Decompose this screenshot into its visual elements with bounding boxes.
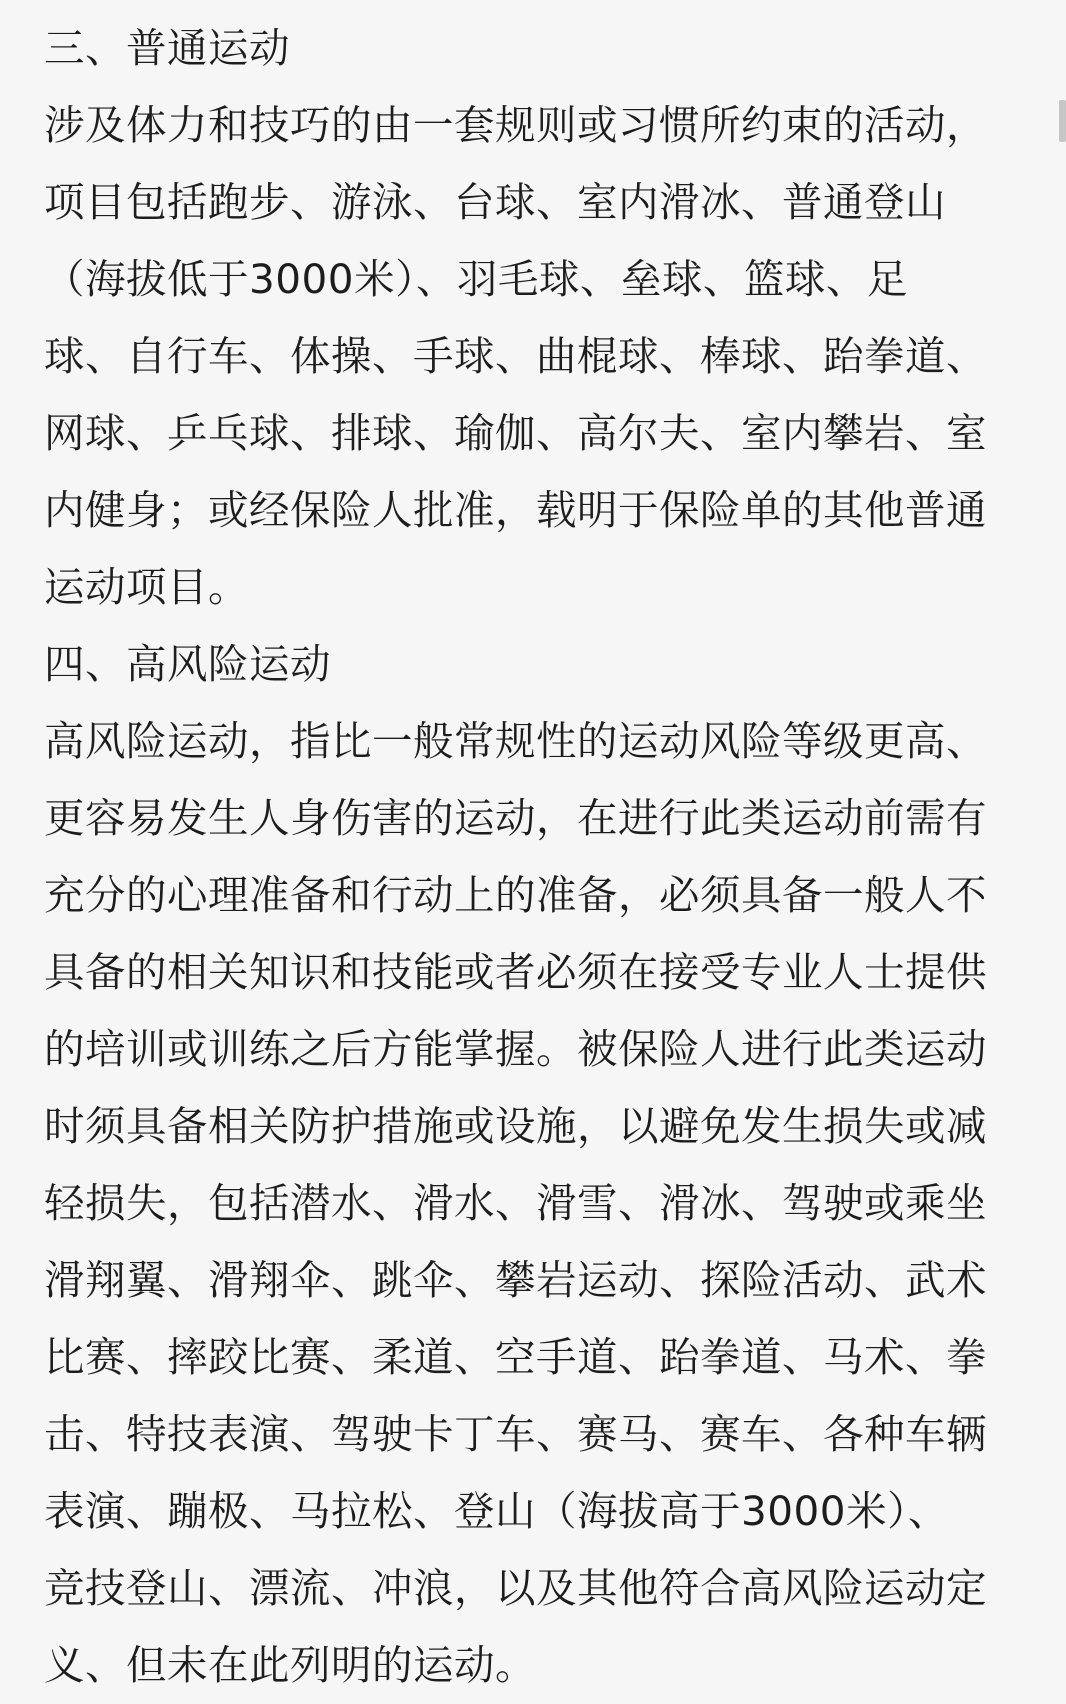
paragraph-line: 比赛、摔跤比赛、柔道、空手道、跆拳道、马术、拳 bbox=[44, 1333, 987, 1381]
paragraph-line: 竞技登山、漂流、冲浪，以及其他符合高风险运动定 bbox=[44, 1564, 987, 1612]
paragraph-line: （海拔低于3000米）、羽毛球、垒球、篮球、足 bbox=[44, 255, 908, 303]
paragraph-line: 充分的心理准备和行动上的准备，必须具备一般人不 bbox=[44, 871, 987, 919]
paragraph-line: 表演、蹦极、马拉松、登山（海拔高于3000米）、 bbox=[44, 1487, 949, 1535]
paragraph-line: 项目包括跑步、游泳、台球、室内滑冰、普通登山 bbox=[44, 178, 946, 226]
paragraph-line: 内健身；或经保险人批准，载明于保险单的其他普通 bbox=[44, 486, 987, 534]
paragraph-line: 义、但未在此列明的运动。 bbox=[44, 1641, 536, 1689]
paragraph-line: 滑翔翼、滑翔伞、跳伞、攀岩运动、探险活动、武术 bbox=[44, 1256, 987, 1304]
document-body bbox=[44, 10, 1039, 1704]
section-heading-ordinary-sports: 三、普通运动 bbox=[44, 24, 290, 72]
paragraph-line: 轻损失，包括潜水、滑水、滑雪、滑冰、驾驶或乘坐 bbox=[44, 1179, 987, 1227]
paragraph-line: 运动项目。 bbox=[44, 563, 249, 611]
paragraph-line: 击、特技表演、驾驶卡丁车、赛马、赛车、各种车辆 bbox=[44, 1410, 987, 1458]
paragraph-line: 时须具备相关防护措施或设施，以避免发生损失或减 bbox=[44, 1102, 987, 1150]
paragraph-line: 网球、乒乓球、排球、瑜伽、高尔夫、室内攀岩、室 bbox=[44, 409, 987, 457]
paragraph-line: 具备的相关知识和技能或者必须在接受专业人士提供 bbox=[44, 948, 987, 996]
paragraph-line: 涉及体力和技巧的由一套规则或习惯所约束的活动， bbox=[44, 101, 987, 149]
paragraph-line: 高风险运动，指比一般常规性的运动风险等级更高、 bbox=[44, 717, 987, 765]
section-heading-high-risk-sports: 四、高风险运动 bbox=[44, 640, 331, 688]
scrollbar-thumb[interactable] bbox=[1059, 100, 1066, 142]
vertical-scrollbar[interactable] bbox=[1056, 0, 1066, 1698]
paragraph-line: 球、自行车、体操、手球、曲棍球、棒球、跆拳道、 bbox=[44, 332, 987, 380]
paragraph-line: 的培训或训练之后方能掌握。被保险人进行此类运动 bbox=[44, 1025, 987, 1073]
paragraph-line: 更容易发生人身伤害的运动，在进行此类运动前需有 bbox=[44, 794, 987, 842]
